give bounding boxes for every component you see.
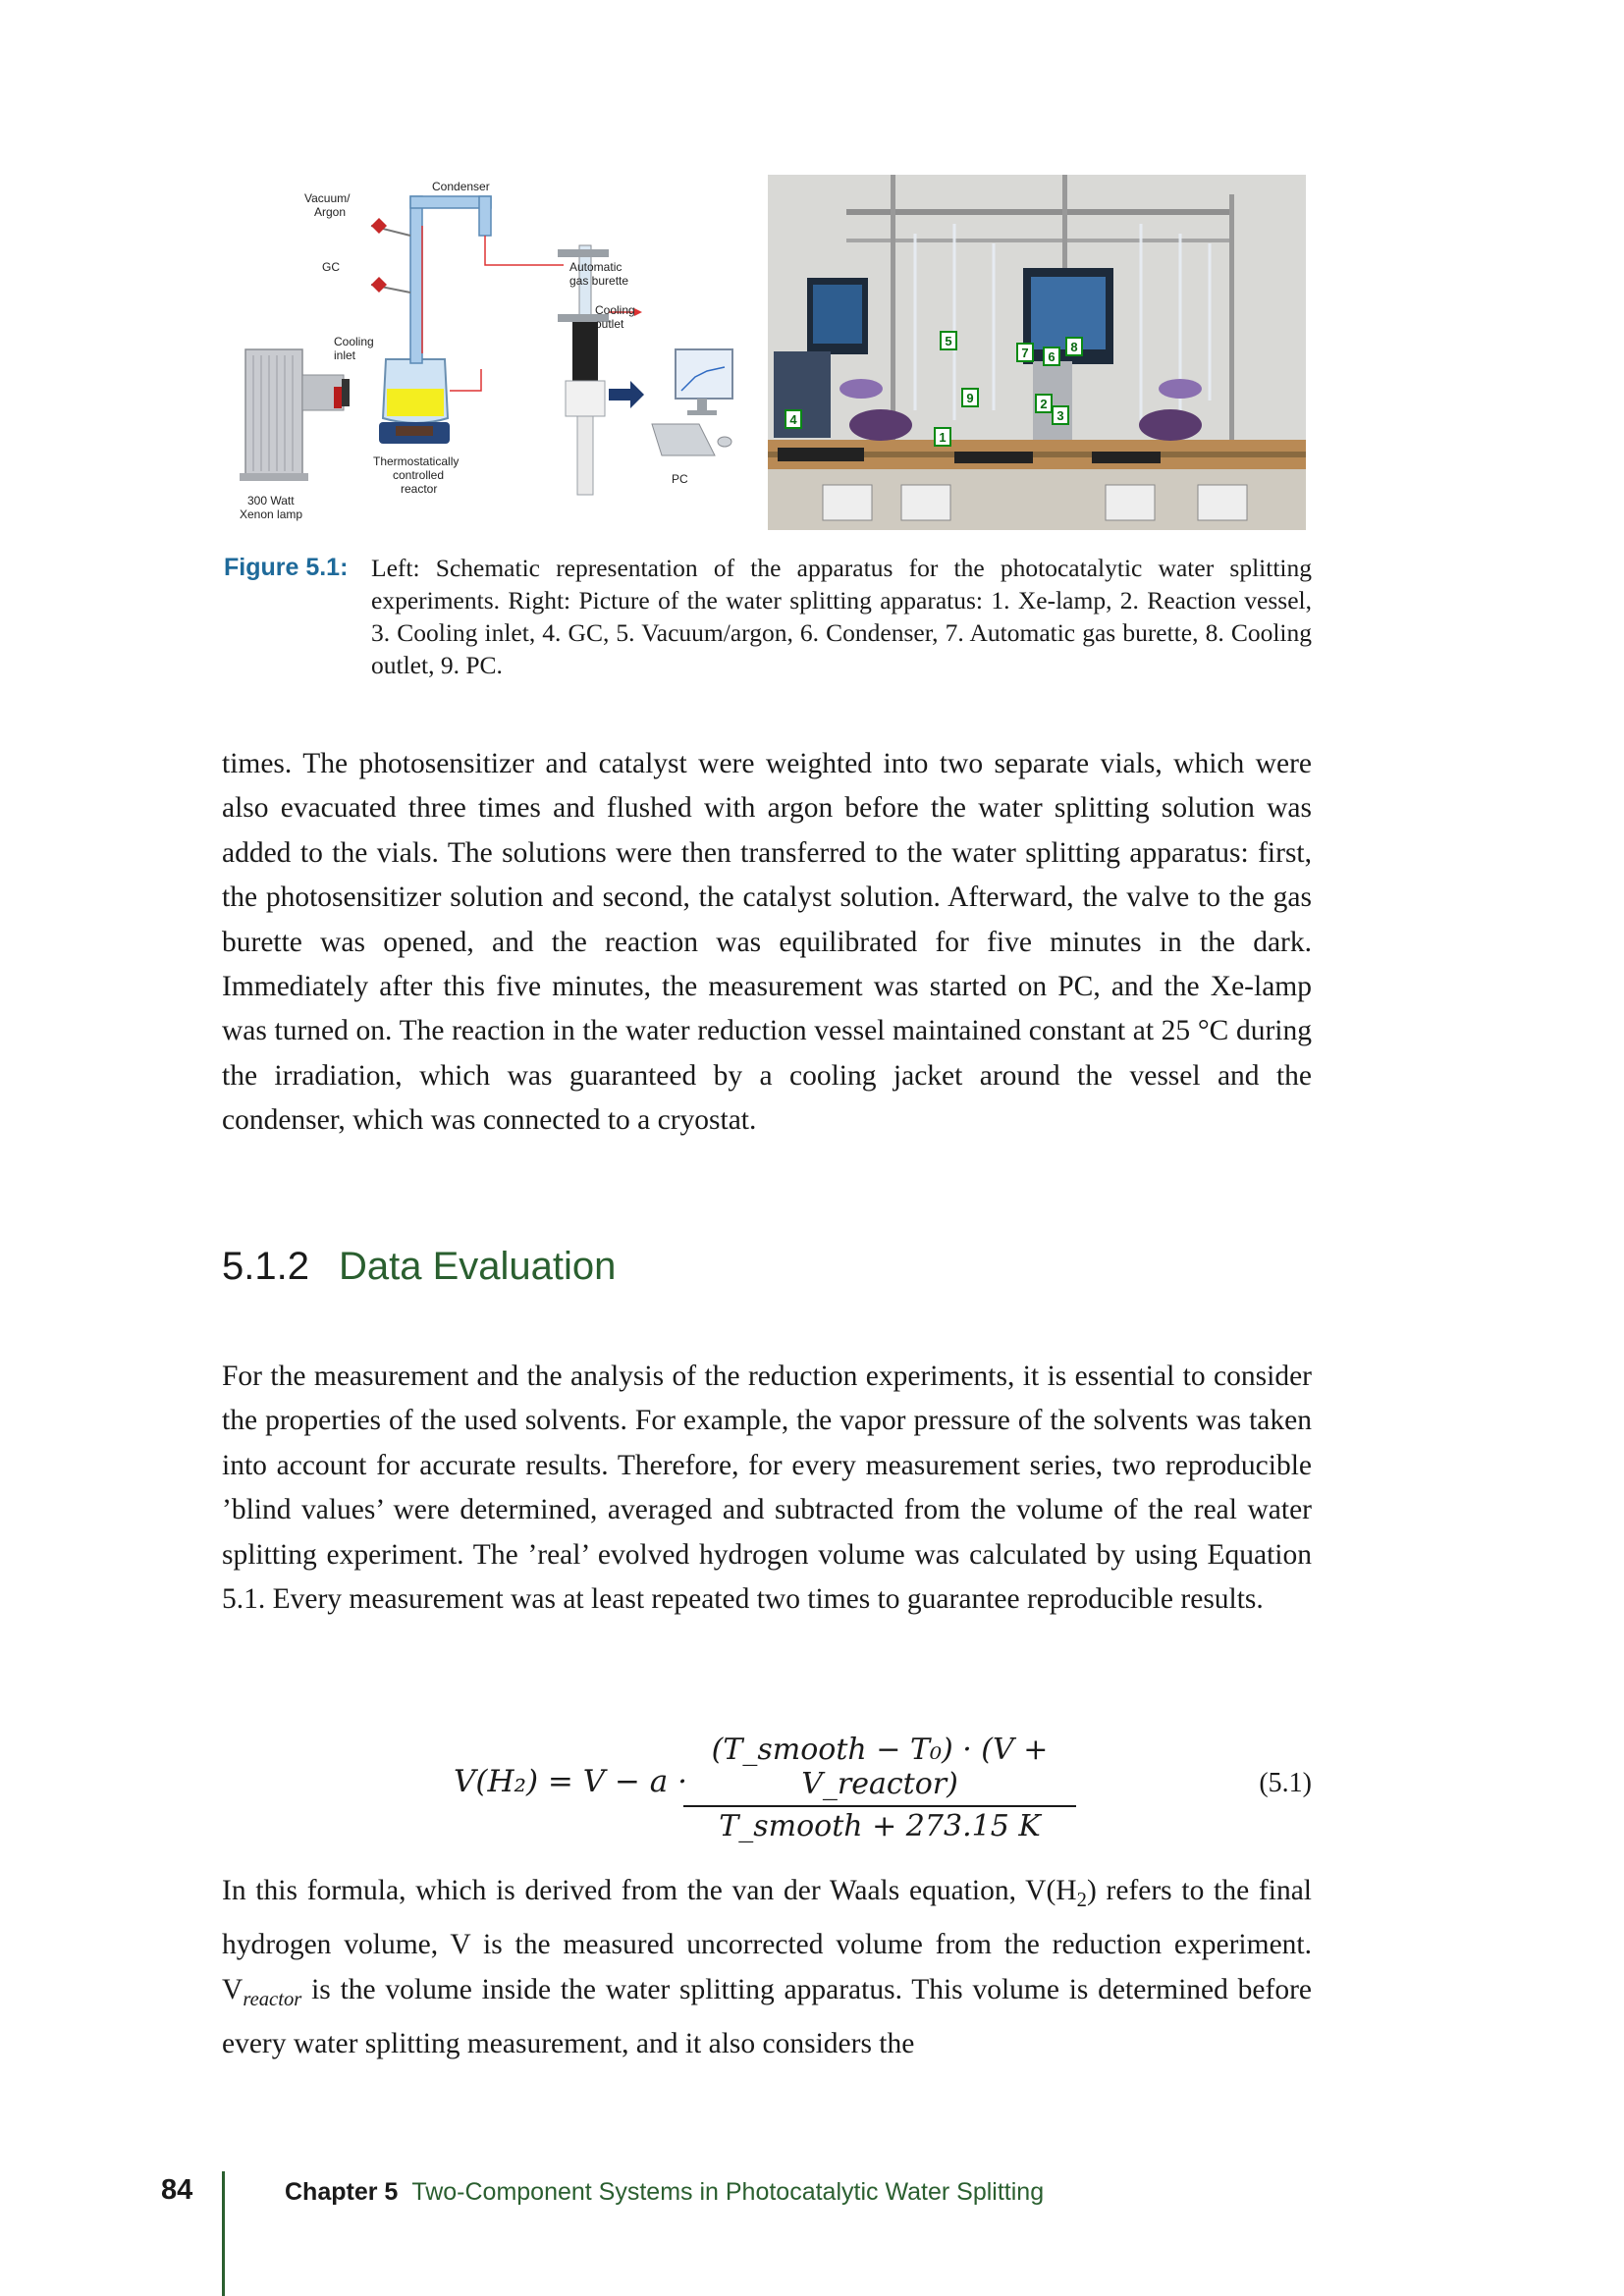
equation-denominator: T_smooth + 273.15 K xyxy=(719,1809,1041,1843)
footer-chapter-title: Two-Component Systems in Photocatalytic Water Splitting xyxy=(411,2178,1045,2206)
pc-monitor xyxy=(676,349,732,399)
label-lamp-1: 300 Watt xyxy=(247,494,295,507)
figure-caption-label: Figure 5.1: xyxy=(224,554,349,581)
label-cooling-inlet-2: inlet xyxy=(334,348,356,362)
equation-lhs: V(H₂) = V − a · xyxy=(454,1764,687,1799)
photo-marker-5 xyxy=(941,332,956,349)
label-vacuum-argon-1: Vacuum/ xyxy=(304,191,351,205)
photo-marker-9 xyxy=(962,389,978,406)
para3-subscript-2: 2 xyxy=(1076,1889,1087,1911)
body-paragraph xyxy=(222,1869,1312,2066)
label-reactor-1: Thermostatically xyxy=(373,454,460,468)
page-number: 84 xyxy=(161,2174,193,2206)
label-reactor-3: reactor xyxy=(401,482,438,496)
label-lamp-2: Xenon lamp xyxy=(240,507,303,521)
figure xyxy=(224,167,1306,530)
svg-text:3: 3 xyxy=(1056,408,1064,423)
body-paragraph: times. The photosensitizer and catalyst were weighted into two separate vials, which were also evacuated three times and flushed with argon before the water splitting solution was added to the vials. The solutions were then transferred to the water splitting apparatus: first, the photosensitizer solution and second, the catalyst solution. Afterward, the valve to the gas burette was opened, and the reaction was equilibrated for five minutes in the dark. Immediately after this five minutes, the measurement was started on PC, and the Xe-lamp was turned on. The reaction in the water reduction vessel maintained constant at 25 °C during the irradiation, which was guaranteed by a cooling jacket around the vessel and the condenser, which was connected to a cryostat. xyxy=(222,748,1312,1137)
photo-marker-2 xyxy=(1036,395,1052,412)
apparatus-photo xyxy=(768,175,1306,530)
photo-marker-6 xyxy=(1044,347,1059,365)
label-gc: GC xyxy=(322,260,340,274)
reactor-solution xyxy=(387,389,444,416)
section-title: Data Evaluation xyxy=(338,1245,617,1288)
label-reactor-2: controlled xyxy=(393,468,445,482)
arrow-to-pc xyxy=(609,381,644,408)
footer-chapter-label: Chapter 5 xyxy=(285,2178,399,2206)
para3-part-c: is the volume inside the water splitting apparatus. This volume is determined before every water splitting measurement, and it also considers the xyxy=(222,1973,1312,2059)
figure-caption xyxy=(224,552,1312,681)
label-pc: PC xyxy=(672,472,688,486)
label-condenser: Condenser xyxy=(432,180,490,193)
label-vacuum-argon-2: Argon xyxy=(314,205,347,219)
condenser xyxy=(410,196,422,363)
para3-part-b: ) refers to the final hydrogen volume, V is the measured uncorrected volume from the reduction experiment. V xyxy=(222,1875,1312,2005)
equation-number: (5.1) xyxy=(1259,1768,1312,1798)
body-paragraph: For the measurement and the analysis of the reduction experiments, it is essential to consider the properties of the used solvents. For example, the vapor pressure of the solvents was taken into account for accurate results. Therefore, for every measurement series, two reproducible ’blind values’ were determined, averaged and subtracted from the volume of the real water splitting experiment. The ’real’ evolved hydrogen volume was calculated by using Equation 5.1. Every measurement was at least repeated two times to guarantee reproducible results. xyxy=(222,1361,1312,1616)
pc-keyboard xyxy=(652,424,715,455)
figure-caption-text: Left: Schematic representation of the apparatus for the photocatalytic water splitting experiments. Right: Picture of the water splitting apparatus: 1. Xe-lamp, 2. Reaction vessel, 3. Cooling inlet, 4. GC, 5. Vacuum/argon, 6. Condenser, 7. Automatic gas burette, 8. Cooling outlet, 9. PC. xyxy=(371,554,1312,679)
equation-5-1 xyxy=(222,1733,1312,1843)
svg-text:4: 4 xyxy=(789,412,797,427)
photo-marker-4 xyxy=(785,410,801,428)
label-cooling-outlet-2: outlet xyxy=(595,317,624,331)
label-automatic-2: gas burette xyxy=(569,274,629,288)
photo-marker-7 xyxy=(1017,344,1033,361)
svg-text:5: 5 xyxy=(945,334,952,348)
svg-text:2: 2 xyxy=(1040,397,1048,411)
label-cooling-outlet-1: Cooling xyxy=(595,303,635,317)
photo-stirrer-right xyxy=(1139,409,1202,441)
photo-marker-8 xyxy=(1066,338,1082,355)
photo-marker-3 xyxy=(1053,406,1068,424)
equation-fraction xyxy=(683,1733,1076,1843)
footer-rule xyxy=(222,2171,225,2296)
para3-part-a: In this formula, which is derived from the van der Waals equation, V(H xyxy=(222,1875,1077,1906)
apparatus-schematic xyxy=(224,167,766,530)
xenon-lamp-housing xyxy=(245,349,302,477)
label-cooling-inlet-1: Cooling xyxy=(334,335,374,348)
running-footer xyxy=(285,2178,1044,2207)
section-heading xyxy=(222,1245,616,1289)
para3-subscript-reactor: reactor xyxy=(243,1988,302,2010)
section-number: 5.1.2 xyxy=(222,1245,309,1288)
label-automatic-1: Automatic xyxy=(569,260,623,274)
equation-numerator: (T_smooth − T₀) · (V + V_reactor) xyxy=(683,1733,1076,1807)
svg-text:9: 9 xyxy=(966,391,974,405)
photo-marker-1 xyxy=(935,428,950,446)
photo-stirrer-left xyxy=(849,409,912,441)
svg-text:8: 8 xyxy=(1070,340,1078,354)
svg-text:6: 6 xyxy=(1048,349,1056,364)
svg-text:1: 1 xyxy=(939,430,947,445)
svg-text:7: 7 xyxy=(1021,346,1029,360)
